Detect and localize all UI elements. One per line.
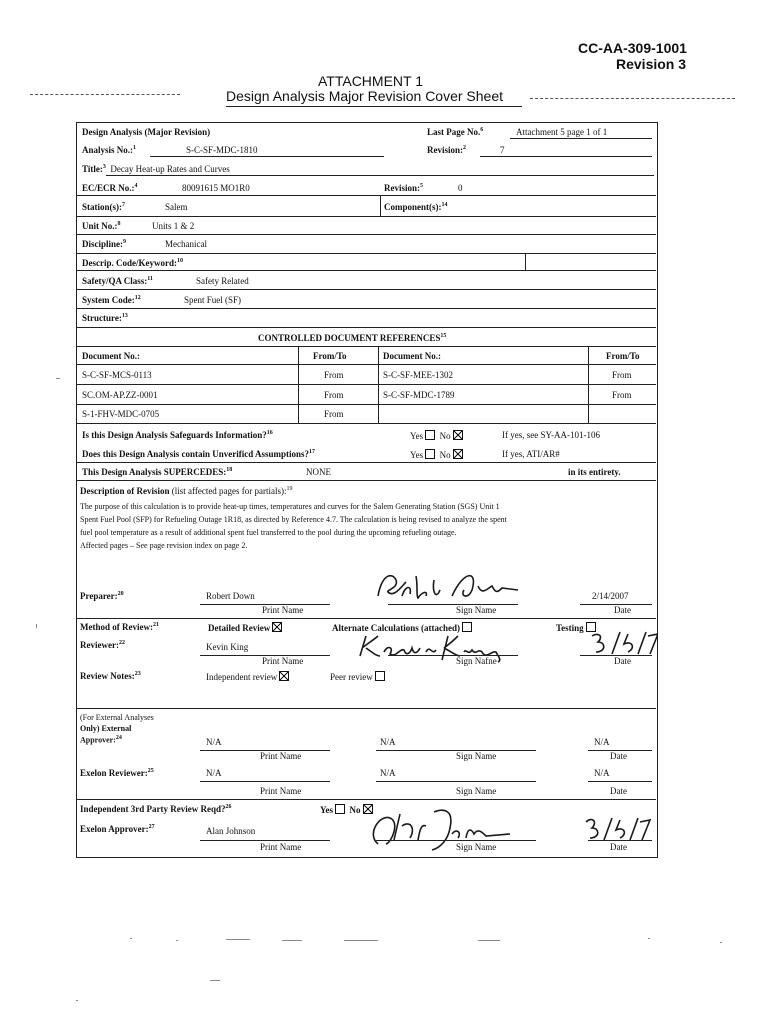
revision-label: Revision:$^2$ bbox=[427, 145, 466, 155]
refs-cell-fromto2: From bbox=[612, 370, 632, 380]
sign-name-line bbox=[388, 604, 518, 605]
date-caption: Date bbox=[610, 786, 627, 796]
exelon-reviewer-print-name: N/A bbox=[206, 768, 222, 778]
third-party-label: Independent 3rd Party Review Reqd?$^{26}$ bbox=[80, 804, 232, 814]
row-divider bbox=[76, 234, 656, 235]
discipline-value: Mechanical bbox=[165, 239, 207, 249]
analysis-no-value: S-C-SF-MDC-1810 bbox=[186, 145, 258, 155]
system-value: Spent Fuel (SF) bbox=[184, 295, 242, 305]
safety-label: Safety/QA Class:$^{11}$ bbox=[82, 276, 153, 286]
doc-id: CC-AA-309-1001 bbox=[578, 40, 687, 56]
refs-col-divider bbox=[378, 346, 379, 423]
refs-cell-doc: S-C-SF-MCS-0113 bbox=[82, 370, 152, 380]
reviewer-signature bbox=[352, 630, 532, 664]
refs-col-divider bbox=[298, 346, 299, 423]
preparer-label: Preparer:$^{20}$ bbox=[80, 591, 124, 601]
date-caption: Date bbox=[614, 656, 631, 666]
safety-value: Safety Related bbox=[196, 276, 249, 286]
structure-label: Structure:$^{13}$ bbox=[82, 313, 128, 323]
refs-col-divider bbox=[588, 346, 589, 423]
description-line: Affected pages – See page revision index on page 2. bbox=[80, 541, 248, 550]
reviewer-name: Kevin King bbox=[206, 642, 249, 652]
unit-label: Unit No.:$^8$ bbox=[82, 221, 121, 231]
row-divider bbox=[76, 289, 656, 290]
sign-name-caption: Sign Name bbox=[456, 605, 497, 615]
print-name-line bbox=[200, 840, 330, 841]
method-testing: Testing bbox=[556, 622, 596, 633]
date-line bbox=[588, 781, 652, 782]
independent-review: Independent review bbox=[206, 671, 289, 682]
station-label: Station(s):$^7$ bbox=[82, 202, 125, 212]
discipline-label: Discipline:$^9$ bbox=[82, 239, 127, 249]
q3-label: This Design Analysis SUPERCEDES:$^{18}$ bbox=[82, 467, 233, 477]
reviewer-label: Reviewer:$^{22}$ bbox=[80, 640, 125, 650]
last-page-label: Last Page No.$^6$ bbox=[427, 127, 484, 137]
exelon-reviewer-sign-name: N/A bbox=[380, 768, 396, 778]
ecr-revision-value: 0 bbox=[458, 183, 463, 193]
row-divider bbox=[76, 708, 656, 709]
revision-underline bbox=[480, 156, 652, 157]
external-label-2: Only) External bbox=[80, 724, 132, 733]
print-name-caption: Print Name bbox=[260, 786, 302, 796]
refs-cell-fromto: From bbox=[324, 409, 344, 419]
last-page-underline bbox=[510, 138, 652, 139]
third-party-options: Yes No bbox=[320, 804, 373, 815]
sign-name-line bbox=[388, 655, 518, 656]
title-field: Title:$^3$ Decay Heat-up Rates and Curves bbox=[82, 164, 230, 174]
station-value: Salem bbox=[165, 202, 188, 212]
revision-value: 7 bbox=[500, 145, 505, 155]
sign-name-line bbox=[376, 781, 536, 782]
analysis-no-underline bbox=[150, 156, 384, 157]
component-label: Component(s):$^{14}$ bbox=[384, 202, 448, 212]
external-print-name: N/A bbox=[206, 737, 222, 747]
title-value: Decay Heat-up Rates and Curves bbox=[110, 164, 230, 174]
refs-col-fromto: From/To bbox=[313, 351, 347, 361]
date-caption: Date bbox=[610, 842, 627, 852]
preparer-date: 2/14/2007 bbox=[592, 591, 629, 601]
sign-name-caption: Sign Name bbox=[456, 751, 497, 761]
q1-ifyes: If yes, see SY-AA-101-106 bbox=[502, 430, 600, 440]
title-underline bbox=[226, 106, 522, 107]
external-label-1: (For External Analyses bbox=[80, 713, 154, 722]
q2-no-checkbox[interactable] bbox=[453, 449, 463, 459]
external-sign-name: N/A bbox=[380, 737, 396, 747]
external-label-3: Approver:$^{24}$ bbox=[80, 735, 122, 745]
title-underline-field bbox=[106, 175, 654, 176]
ecr-label: EC/ECR No.:$^4$ bbox=[82, 183, 138, 193]
exelon-reviewer-date: N/A bbox=[594, 768, 610, 778]
description-line: Spent Fuel Pool (SFP) for Refueling Outage 1R18, as directed by Reference 4.7. The calculation is being revised to analyze the spent bbox=[80, 515, 507, 524]
method-detailed: Detailed Review bbox=[208, 622, 282, 633]
print-name-caption: Print Name bbox=[260, 842, 302, 852]
refs-rule bbox=[76, 346, 656, 347]
section-label: Design Analysis (Major Revision) bbox=[82, 127, 211, 137]
descrip-divider bbox=[525, 254, 526, 270]
row-divider bbox=[76, 308, 656, 309]
print-name-line bbox=[200, 781, 330, 782]
row-divider bbox=[76, 253, 656, 254]
print-name-caption: Print Name bbox=[262, 656, 304, 666]
q1-label: Is this Design Analysis Safeguards Information?$^{16}$ bbox=[82, 430, 273, 440]
header-rule-right bbox=[530, 98, 735, 99]
q1-options: Yes No bbox=[410, 430, 463, 441]
system-label: System Code:$^{12}$ bbox=[82, 295, 141, 305]
sign-name-caption: Sign Name bbox=[456, 842, 497, 852]
refs-col-doc: Document No.: bbox=[82, 351, 140, 361]
method-label: Method of Review:$^{21}$ bbox=[80, 622, 159, 632]
date-caption: Date bbox=[614, 605, 631, 615]
description-label: Description of Revision (list affected pages for partials):$^{19}$ bbox=[80, 486, 293, 496]
row-divider bbox=[76, 270, 656, 271]
third-party-yes-checkbox[interactable] bbox=[335, 804, 345, 814]
refs-row-rule bbox=[76, 404, 656, 405]
refs-cell-fromto: From bbox=[324, 390, 344, 400]
refs-cell-doc: SC.OM-AP.ZZ-0001 bbox=[82, 390, 158, 400]
sign-name-caption: Sign Nafne bbox=[456, 656, 497, 666]
refs-cell-doc: S-1-FHV-MDC-0705 bbox=[82, 409, 160, 419]
unit-value: Units 1 & 2 bbox=[152, 221, 195, 231]
sign-name-line bbox=[376, 840, 536, 841]
last-page-value: Attachment 5 page 1 of 1 bbox=[516, 127, 608, 137]
attachment-label: ATTACHMENT 1 bbox=[318, 73, 424, 89]
exelon-approver-name: Alan Johnson bbox=[206, 826, 256, 836]
refs-heading: CONTROLLED DOCUMENT REFERENCES$^{15}$ bbox=[258, 333, 447, 343]
refs-col-fromto2: From/To bbox=[606, 351, 640, 361]
external-date: N/A bbox=[594, 737, 610, 747]
description-line: fuel pool temperature as a result of additional spent fuel transferred to the pool during the upcoming refueling outage. bbox=[80, 528, 457, 537]
method-alternate: Alternate Calculations (attached) bbox=[332, 622, 472, 633]
page-title: Design Analysis Major Revision Cover Sheet bbox=[226, 88, 504, 104]
detailed-review-checkbox[interactable] bbox=[272, 622, 282, 632]
independent-review-checkbox[interactable] bbox=[279, 671, 289, 681]
exelon-approver-label: Exelon Approver:$^{27}$ bbox=[80, 824, 155, 834]
ecr-revision-label: Revision:$^5$ bbox=[384, 183, 423, 193]
print-name-caption: Print Name bbox=[260, 751, 302, 761]
row-divider bbox=[76, 799, 656, 800]
refs-col-doc2: Document No.: bbox=[383, 351, 441, 361]
refs-cell-fromto2: From bbox=[612, 390, 632, 400]
row-divider bbox=[76, 480, 656, 481]
row-divider bbox=[76, 618, 656, 619]
review-notes-label: Review Notes:$^{23}$ bbox=[80, 671, 141, 681]
refs-cell-fromto: From bbox=[324, 370, 344, 380]
component-divider bbox=[380, 196, 381, 216]
q3-tail: in its entirety. bbox=[568, 467, 621, 477]
date-caption: Date bbox=[610, 751, 627, 761]
q2-ifyes: If yes, ATI/AR# bbox=[502, 449, 560, 459]
q2-label: Does this Design Analysis contain Unverificd Assumptions?$^{17}$ bbox=[82, 449, 316, 459]
q3-value: NONE bbox=[306, 467, 331, 477]
descrip-label: Descrip. Code/Keyword:$^{10}$ bbox=[82, 258, 183, 268]
refs-row-rule bbox=[76, 423, 656, 424]
row-divider bbox=[76, 216, 656, 217]
refs-row-rule bbox=[76, 384, 656, 385]
date-line bbox=[588, 840, 652, 841]
row-divider bbox=[76, 462, 656, 463]
refs-cell-doc2: S-C-SF-MEE-1302 bbox=[383, 370, 454, 380]
q2-yes-checkbox[interactable] bbox=[425, 449, 435, 459]
header-rule-left bbox=[30, 94, 180, 95]
doc-revision: Revision 3 bbox=[616, 56, 687, 72]
preparer-signature bbox=[368, 566, 528, 608]
row-divider bbox=[76, 327, 656, 328]
sign-name-caption: Sign Name bbox=[456, 786, 497, 796]
refs-rule bbox=[76, 364, 656, 365]
q1-no-checkbox[interactable] bbox=[453, 430, 463, 440]
analysis-no-label: Analysis No.:$^1$ bbox=[82, 145, 137, 155]
row-divider bbox=[76, 195, 656, 196]
refs-cell-doc2: S-C-SF-MDC-1789 bbox=[383, 390, 455, 400]
preparer-name: Robert Down bbox=[206, 591, 255, 601]
description-line: The purpose of this calculation is to provide heat-up times, temperatures and curves for the Salem Generating Station (SGS) Unit 1 bbox=[80, 502, 500, 511]
ecr-value: 80091615 MO1R0 bbox=[182, 183, 250, 193]
q1-yes-checkbox[interactable] bbox=[425, 430, 435, 440]
peer-review: Peer review bbox=[330, 671, 385, 682]
q2-options: Yes No bbox=[410, 449, 463, 460]
print-name-caption: Print Name bbox=[262, 605, 304, 615]
peer-review-checkbox[interactable] bbox=[375, 671, 385, 681]
exelon-reviewer-label: Exelon Reviewer:$^{25}$ bbox=[80, 768, 154, 778]
